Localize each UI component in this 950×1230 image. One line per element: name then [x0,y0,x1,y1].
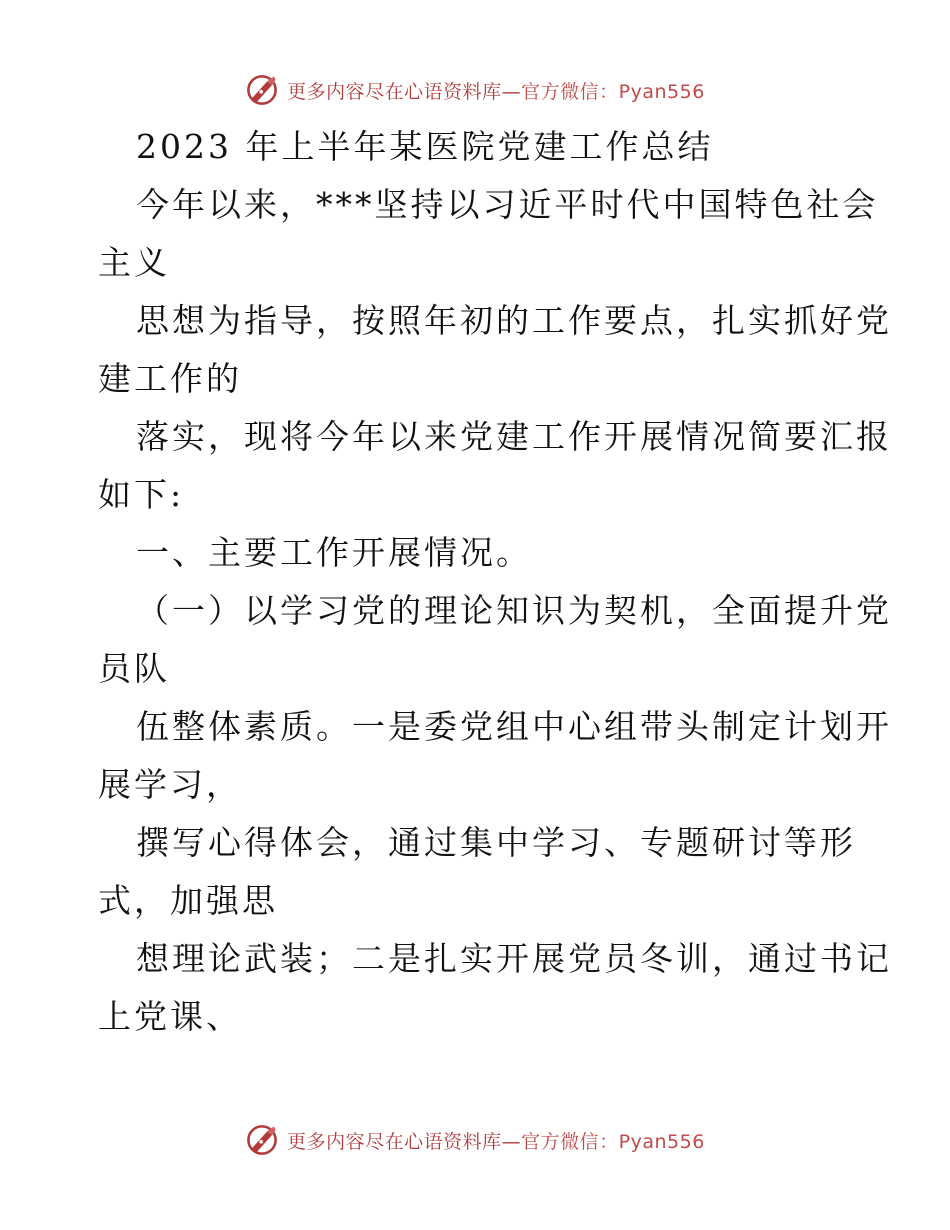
header-banner [0,68,950,112]
paragraph-line: 建工作的 [98,359,242,398]
paragraph-line: 式，加强思 [98,881,278,920]
paragraph-line: 如下: [98,475,185,514]
paragraph-line: 上党课、 [98,997,242,1036]
paragraph-line: 伍整体素质。一是委党组中心组带头制定计划开 [136,707,892,746]
paragraph-line: 主义 [98,243,170,282]
banner-text [287,1127,705,1154]
banner-dash: — [501,80,522,103]
document-body [98,118,892,1046]
paragraph-line: （一）以学习党的理论知识为契机，全面提升党 [136,591,892,630]
paragraph-line: 落实，现将今年以来党建工作开展情况简要汇报 [136,417,892,456]
paragraph-line: 员队 [98,649,170,688]
banner-library-text: 更多内容尽在心语资料库 [287,80,502,103]
paragraph-line: 撰写心得体会，通过集中学习、专题研讨等形 [136,823,856,862]
document-title: 2023 年上半年某医院党建工作总结 [136,127,714,166]
pen-nib-logo-icon [245,73,279,107]
paragraph-line: 想理论武装；二是扎实开展党员冬训，通过书记 [136,939,892,978]
banner-library-text: 更多内容尽在心语资料库 [287,1130,502,1153]
pen-nib-logo-icon [245,1123,279,1157]
paragraph-line: 思想为指导，按照年初的工作要点，扎实抓好党 [136,301,892,340]
banner-wechat-text: 官方微信：Pyan556 [521,80,705,103]
paragraph-line: 今年以来，***坚持以习近平时代中国特色社会 [136,185,879,224]
paragraph-line: 展学习， [98,765,242,804]
paragraph-line: 一、主要工作开展情况。 [136,533,532,572]
footer-banner [0,1118,950,1162]
banner-dash: — [501,1130,522,1153]
banner-wechat-text: 官方微信：Pyan556 [521,1130,705,1153]
banner-text [287,77,705,104]
